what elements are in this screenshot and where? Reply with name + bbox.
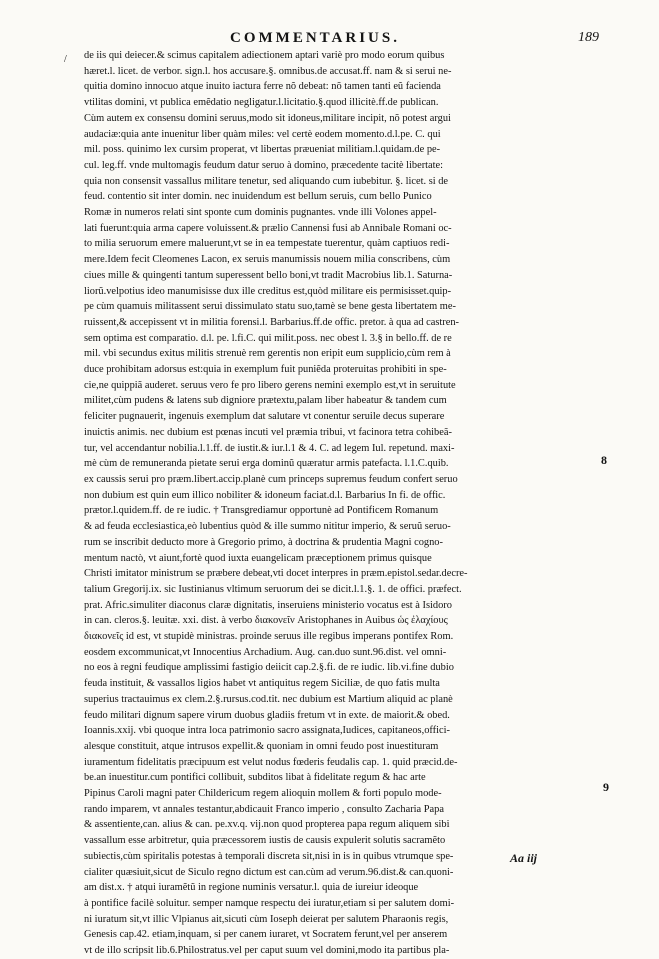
body-line: mil. vbi secundus exitus militis strenuè rem gerentis non eripit eum supplicio,cùm rem à [84, 348, 451, 360]
margin-note-8: 8 [601, 453, 607, 467]
body-line: διακονεῖς id est, vt stupidè ministras. proinde seruus ille regibus imperans pontifex Rom. [84, 631, 454, 643]
body-line: cie,ne quippiã auderet. seruus vero fe pro libero gerens nemini exemplo est,vt in seruitute [84, 379, 456, 391]
body-line: vtilitas domini, vt publica emẽdatio negligatur.l.licitatio.§.quod illicitè.ff.de publican. [84, 97, 439, 109]
body-line: Genesis cap.42. etiam,inquam, si per canem iuraret, vt Socratem ferunt,vel per anserem [84, 929, 448, 941]
body-line: quia non consensit vassallus militare tenetur, sed aliquando cum iubebitur. §. licet. si de [84, 175, 449, 187]
body-line: tur, vel accendantur nobilia.l.1.ff. de iustit.& iur.l.1 & 4. C. ad legem Iul. repetund. maxi- [84, 442, 455, 454]
body-line: to milia seruorum emere maluerunt,vt se in ea tempestate tuerentur, quàm captiuos redi- [84, 238, 450, 250]
margin-note-9: 9 [603, 780, 609, 794]
body-line: ruissent,& accepissent vt in militia forensi.l. Barbarius.ff.de offic. pretor. à qua ad castren- [84, 316, 460, 328]
body-line: sem optima est comparatio. d.l. pe. l.fi.C. qui milit.poss. nec obest l. 3.§ in bello.ff. de re [84, 332, 452, 344]
body-line: mere.Idem fecit Cleomenes Lacon, ex seruis manumissis nouem milia conscribens, cùm [84, 254, 451, 266]
body-line: am dist.x. † atqui iuramẽtũ in regione numinis versatur.l. quia de iureiur ideoque [84, 882, 419, 894]
body-line: ciues mille & quingenti tantum superessent bello boni,vt tradit Macrobius lib.1. Saturna- [84, 269, 453, 281]
body-line: audaciæ:quia ante inuenitur liber quàm miles: vel certè eodem momento.d.l.pe. C. qui [84, 128, 441, 140]
body-line: feuda instituit, & vassallos ligios habet vt antiquitus regem Siciliæ, de quo fatis multa [84, 678, 440, 690]
body-line: iuramentum fidelitatis præcipuum est velut nodus fœderis feudalis cap. 1. quid præcid.de- [84, 756, 458, 768]
body-line: rum se inscribit deducto more à Gregorio primo, à doctrina & prudentia Magni cogno- [84, 536, 443, 548]
body-line: Cùm autem ex consensu domini seruus,modo sit idoneus,militare incipit, nõ potest argui [84, 112, 451, 124]
left-margin-mark: / [64, 54, 67, 65]
body-line: & assentiente,can. alius & can. pe.xv.q. vij.non quod propterea papa regum aliquem sibi [84, 819, 450, 831]
body-line: lati fuerunt:quia arma capere voluissent.& prælio Cannensi fusi ab Annibale Romani oc- [84, 222, 452, 234]
body-line: feudo militari dignum sapere virum duobus gladiis fretum vt in exte. de maiorit.& obed. [84, 709, 450, 721]
body-line: mentum nactò, vt aiunt,fortè quod iuxta euangelicam præceptionem primus quisque [84, 552, 432, 564]
body-line: Romæ in numeros relati sint sponte cum dominis pugnantes. vnde illi Volones appel- [84, 207, 437, 219]
body-line: hæret.l. licet. de verbor. sign.l. hos accusare.§. omnibus.de accusat.ff. nam & si serui ne- [84, 65, 452, 77]
body-line: ni iuratum sit,vt illic Vlpianus ait,sicuti cùm Ioseph deierat per salutem Pharaonis regis, [84, 913, 449, 925]
body-line: quitia domino innocuo atque inuito iactura ferre nõ debeat: nõ tamen tanti eũ facienda [84, 81, 441, 93]
body-line: Christi imitator ministrum se præbere debeat,vti docet interpres in præm.epistol.sedar.decre- [84, 568, 468, 580]
body-line: eosdem excommunicat,vt Innocentius Archadium. Aug. can.duo sunt.96.dist. vel omni- [84, 646, 447, 658]
body-line: Ioannis.xxij. vbi quoque intra loca patrimonio sacro assignata,Iudices, capitaneos,offici- [84, 725, 450, 737]
body-line: mè cùm de remuneranda pietate serui erga dominũ quæratur armis patefacta. l.1.C.quib. [84, 458, 449, 470]
body-line: superius tractauimus ex clem.2.§.rursus.cod.tit. nec dubium est Martium aliquid ac planè [84, 693, 453, 705]
body-line: pe cùm quamuis militassent serui dissimulato statu suo,tamè se bene gesta libertatem me- [84, 301, 456, 313]
body-line: de iis qui deiecer.& scimus capitalem adiectionem aptari variè pro modo eorum quibus [84, 50, 445, 61]
body-line: mil. poss. quinimo lex cursim properat, vt libertas præueniat militiam.l.quidam.de pe- [84, 144, 441, 156]
body-line: cialiter quæsiuit,sicut de Siculo regno dictum est can.cùm ad verum.96.dist.& can.quoni- [84, 866, 454, 878]
body-text [84, 48, 588, 959]
body-line: alesque constituit, atque intrusos expellit.& quoniam in omni feudo post inuestituram [84, 740, 439, 752]
body-line: no eos à regni feudique amplissimi fastigio deiicit cap.2.§.fi. de re iudic. lib.vi.fine dubio [84, 662, 454, 674]
body-line: & ad feuda ecclesiastica,eò lubentius quòd & ille summo nititur imperio, & seruũ seruo- [84, 521, 451, 533]
body-line: feud. contentio sit inter domin. nec inuidendum est bellum seruis, cum bello Punico [84, 191, 432, 203]
body-line: duce prohibitam adorsus est:quia in exemplum fuit puniẽda proteruitas prohibiti in spe- [84, 364, 447, 376]
body-line: Pipinus Caroli magni pater Childericum regem alioquin mollem & forti populo mode- [84, 788, 442, 800]
body-line: liorũ.velpotius ideo manumisisse dux ille creditus est,quòd militare eis permisisset.quip- [84, 285, 452, 297]
body-line: rando imparem, vt annales testantur,abdicauit Franco imperio , consulto Zacharia Papa [84, 803, 444, 815]
page-number: 189 [578, 30, 599, 45]
body-line: inuictis animis. nec dubium est pœnas incuti vel præmia tribui, vt facinora tetra cohibeã- [84, 426, 452, 438]
body-line: feliciter pugnauerit, ingenuis exemplum dat salutare vt conentur seruile decus superare [84, 411, 445, 423]
body-line: vassallum esse arbitretur, quia præcessorem iustis de causis expulerit solutis sacramẽto [84, 835, 446, 847]
body-line: in can. cleros.§. leuitæ. xxi. dist. à verbo διακονεῖν Aristophanes in Auibus ὡς ἐλαχίους [84, 615, 448, 627]
body-line: militet,cùm pudens & latens sub digniore prætextu,palam liber habeatur & tandem cum [84, 395, 447, 407]
body-line: subiectis,cùm spiritalis potestas à temporali discreta sit,nisi in is in quibus vtrumque spe- [84, 850, 454, 862]
body-line: talium Gregorij.ix. sic Iustinianus vltimum seruorum dei se dicit.l.1.§. 1. de offici. præfect. [84, 583, 462, 595]
body-line: ex caussis serui pro præm.libert.accip.planè cum princeps supremus feudum confert seruo [84, 473, 458, 485]
body-line: cul. leg.ff. vnde multomagis feudum datur seruo à domino, præcedente tacitè libertate: [84, 159, 444, 171]
body-line: prætor.l.quidem.ff. de re iudic. † Transgrediamur opportunè ad Pontificem Romanum [84, 505, 439, 517]
running-title: COMMENTARIUS. [230, 30, 400, 46]
body-line: non dubium est quin eum illico nobiliter & idoneum faciat.d.l. Barbarius In fi. de offic. [84, 489, 446, 501]
body-line: à pontifice facilè soluitur. semper namque respectu dei iuratur,etiam si per salutem domi- [84, 897, 455, 909]
body-line: be.an inuestitur.cum pontifici collibuit, subditos libat à fidelitate regum & hac arte [84, 772, 426, 784]
body-line: prat. Afric.simuliter diaconus claræ dignitatis, inseruiens ministerio vocatus est à Isidoro [84, 599, 452, 611]
signature-mark: Aa iij [510, 851, 538, 865]
body-line: vt de illo scripsit lib.6.Philostratus.vel per caput suum vel domini,modo ita partibus pla- [84, 945, 450, 957]
